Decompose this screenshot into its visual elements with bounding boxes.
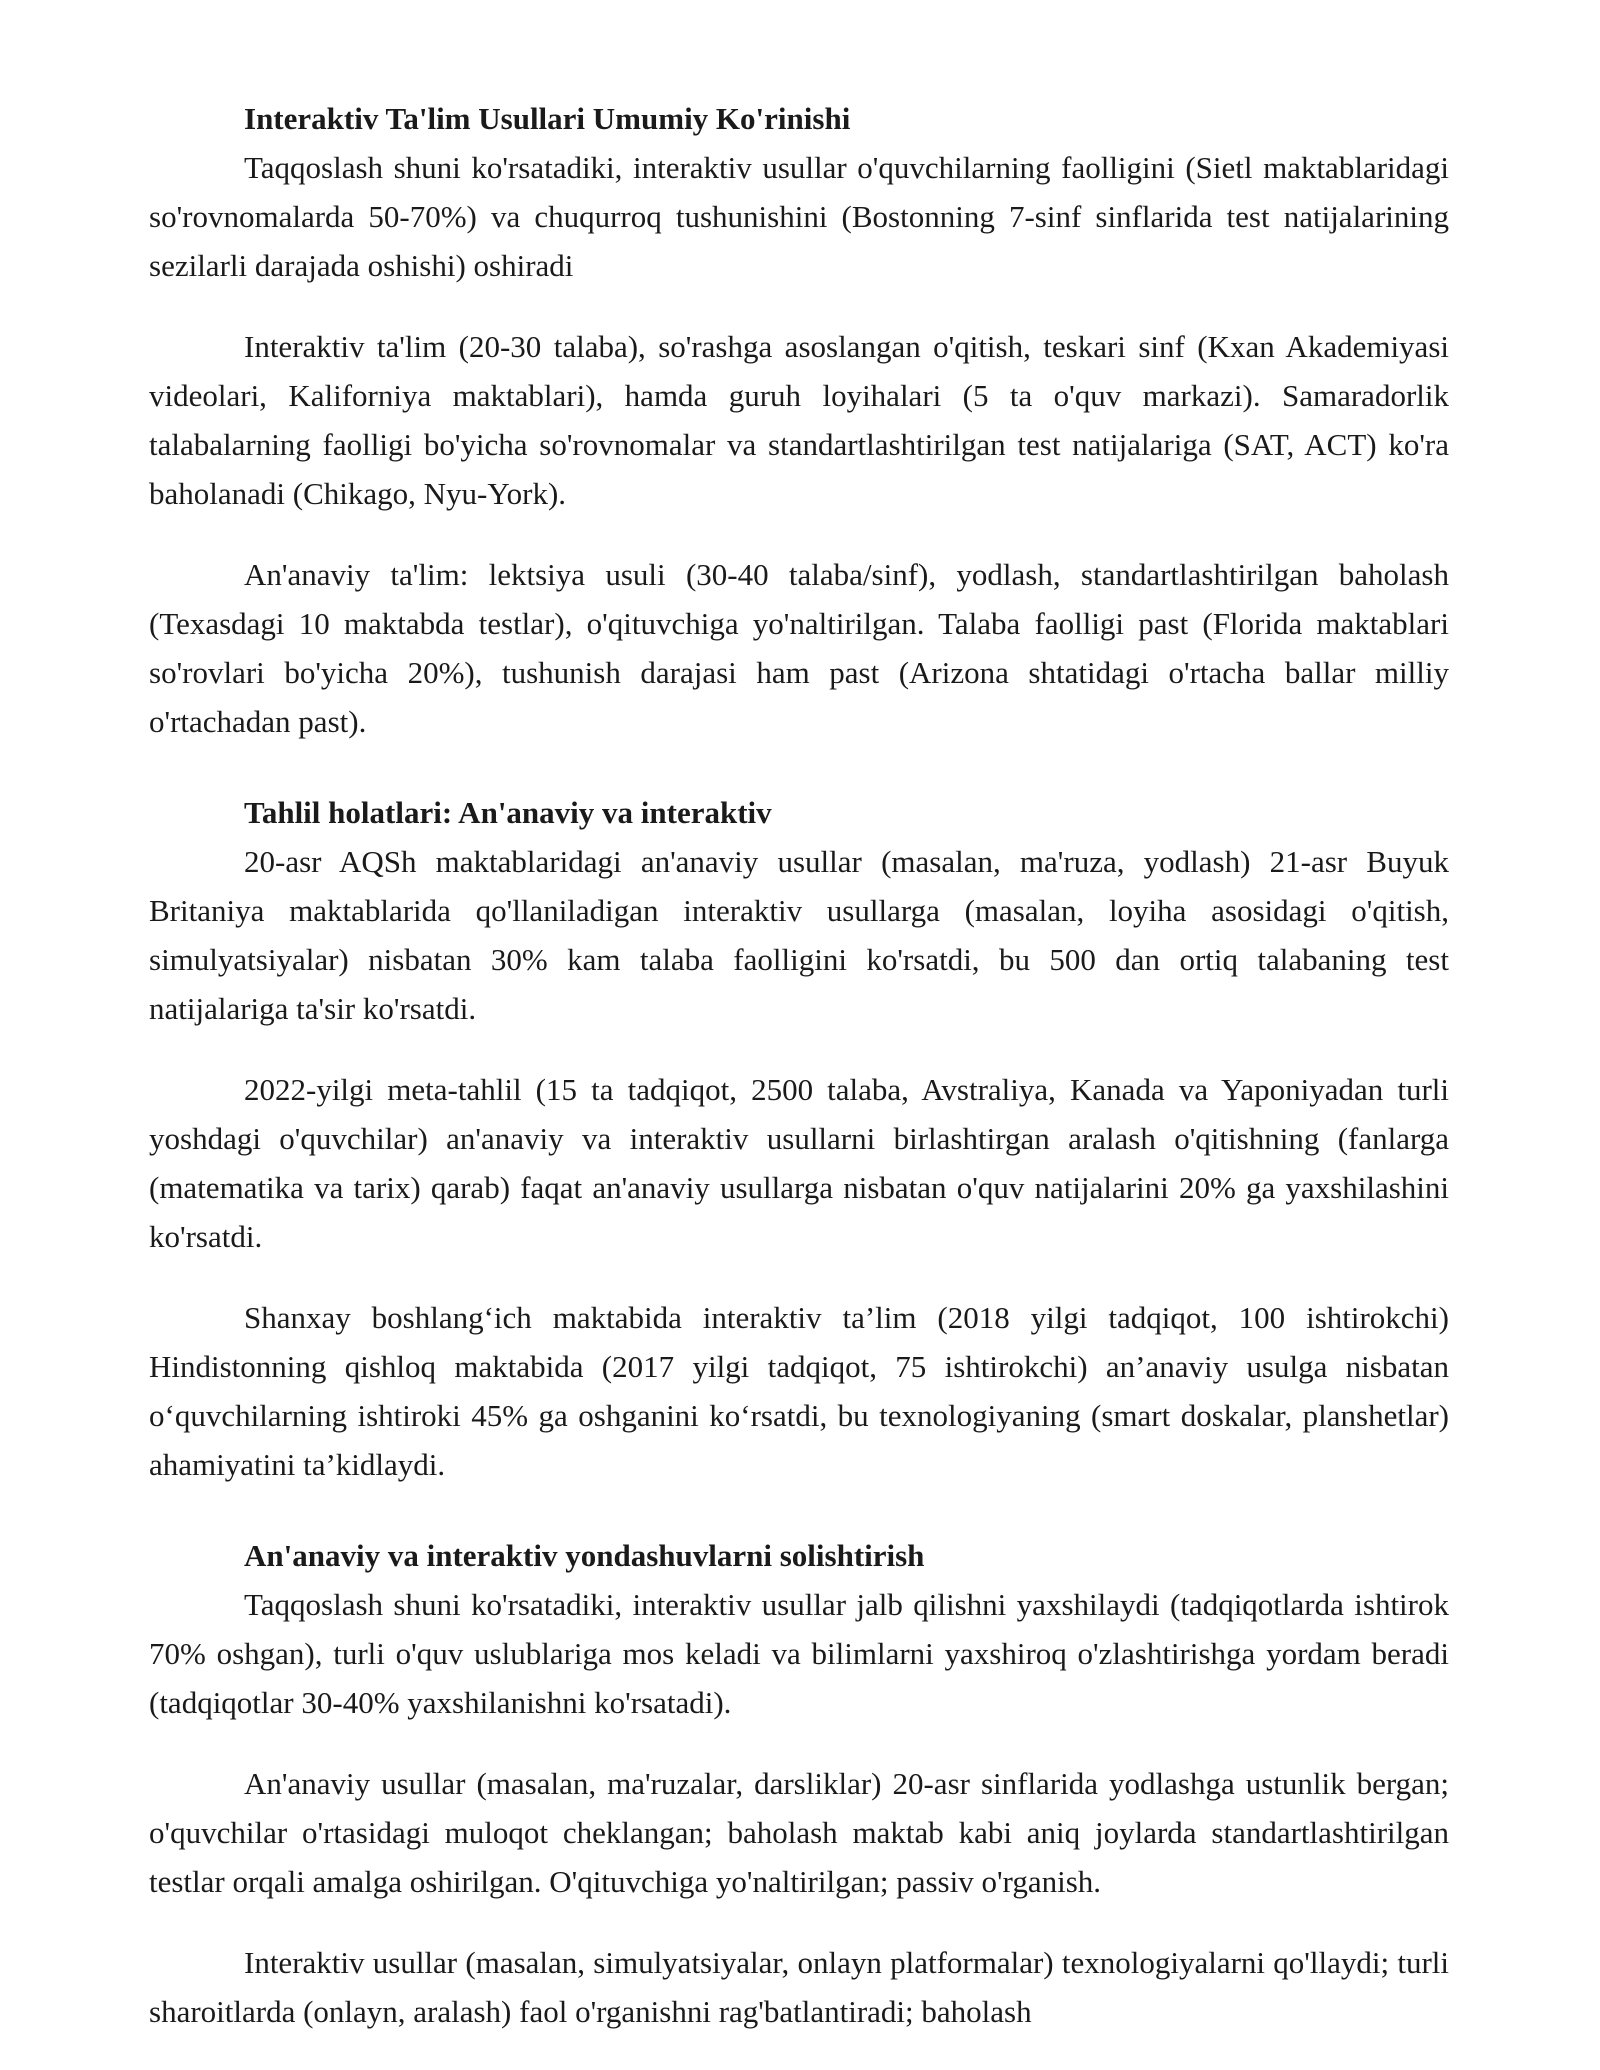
section-heading: Tahlil holatlari: An'anaviy va interaktiv — [244, 795, 772, 830]
paragraph: Taqqoslash shuni ko'rsatadiki, interaktiv usullar o'quvchilarning faolligini (Sietl maktablaridagi so'rovnomalarda 50-70%) va chuqurroq tushunishini (Bostonning 7-sinf sinflarida test natijalarining sezilarli darajada oshishi) oshiradi — [149, 150, 1449, 283]
section-heading: An'anaviy va interaktiv yondashuvlarni solishtirish — [244, 1538, 925, 1573]
paragraph: Shanxay boshlang‘ich maktabida interaktiv ta’lim (2018 yilgi tadqiqot, 100 ishtirokchi) Hindistonning qishloq maktabida (2017 yilgi tadqiqot, 75 ishtirokchi) an’anaviy usulga nisbatan o‘quvchilarning ishtiroki 45% ga oshganini ko‘rsatdi, bu texnologiyaning (smart doskalar, planshetlar) ahamiyatini ta’kidlaydi. — [149, 1300, 1449, 1482]
paragraph: 2022-yilgi meta-tahlil (15 ta tadqiqot, 2500 talaba, Avstraliya, Kanada va Yaponiyadan turli yoshdagi o'quvchilar) an'anaviy va interaktiv usullarni birlashtirgan aralash o'qitishning (fanlarga (matematika va tarix) qarab) faqat an'anaviy usullarga nisbatan o'quv natijalarini 20% ga yaxshilashini ko'rsatdi. — [149, 1072, 1449, 1254]
section-interactive-overview — [149, 94, 1449, 746]
section-heading: Interaktiv Ta'lim Usullari Umumiy Ko'rinishi — [244, 101, 851, 136]
paragraph: Taqqoslash shuni ko'rsatadiki, interaktiv usullar jalb qilishni yaxshilaydi (tadqiqotlarda ishtirok 70% oshgan), turli o'quv uslublariga mos keladi va bilimlarni yaxshiroq o'zlashtirishga yordam beradi (tadqiqotlar 30-40% yaxshilanishni ko'rsatadi). — [149, 1587, 1449, 1720]
paragraph: Interaktiv ta'lim (20-30 talaba), so'rashga asoslangan o'qitish, teskari sinf (Kxan Akademiyasi videolari, Kaliforniya maktablari), hamda guruh loyihalari (5 ta o'quv markazi). Samaradorlik talabalarning faolligi bo'yicha so'rovnomalar va standartlashtirilgan test natijalariga (SAT, ACT) ko'ra baholanadi (Chikago, Nyu-York). — [149, 329, 1449, 511]
paragraph: 20-asr AQSh maktablaridagi an'anaviy usullar (masalan, ma'ruza, yodlash) 21-asr Buyuk Britaniya maktablarida qo'llaniladigan interaktiv usullarga (masalan, loyiha asosidagi o'qitish, simulyatsiyalar) nisbatan 30% kam talaba faolligini ko'rsatdi, bu 500 dan ortiq talabaning test natijalariga ta'sir ko'rsatdi. — [149, 844, 1449, 1026]
section-case-analysis — [149, 788, 1449, 1489]
paragraph: Interaktiv usullar (masalan, simulyatsiyalar, onlayn platformalar) texnologiyalarni qo'llaydi; turli sharoitlarda (onlayn, aralash) faol o'rganishni rag'batlantiradi; baholash — [149, 1945, 1449, 2029]
paragraph: An'anaviy usullar (masalan, ma'ruzalar, darsliklar) 20-asr sinflarida yodlashga ustunlik bergan; o'quvchilar o'rtasidagi muloqot cheklangan; baholash maktab kabi aniq joylarda standartlashtirilgan testlar orqali amalga oshirilgan. O'qituvchiga yo'naltirilgan; passiv o'rganish. — [149, 1766, 1449, 1899]
section-approach-comparison — [149, 1531, 1449, 2036]
paragraph: An'anaviy ta'lim: lektsiya usuli (30-40 talaba/sinf), yodlash, standartlashtirilgan baholash (Texasdagi 10 maktabda testlar), o'qituvchiga yo'naltirilgan. Talaba faolligi past (Florida maktablari so'rovlari bo'yicha 20%), tushunish darajasi ham past (Arizona shtatidagi o'rtacha ballar milliy o'rtachadan past). — [149, 557, 1449, 739]
